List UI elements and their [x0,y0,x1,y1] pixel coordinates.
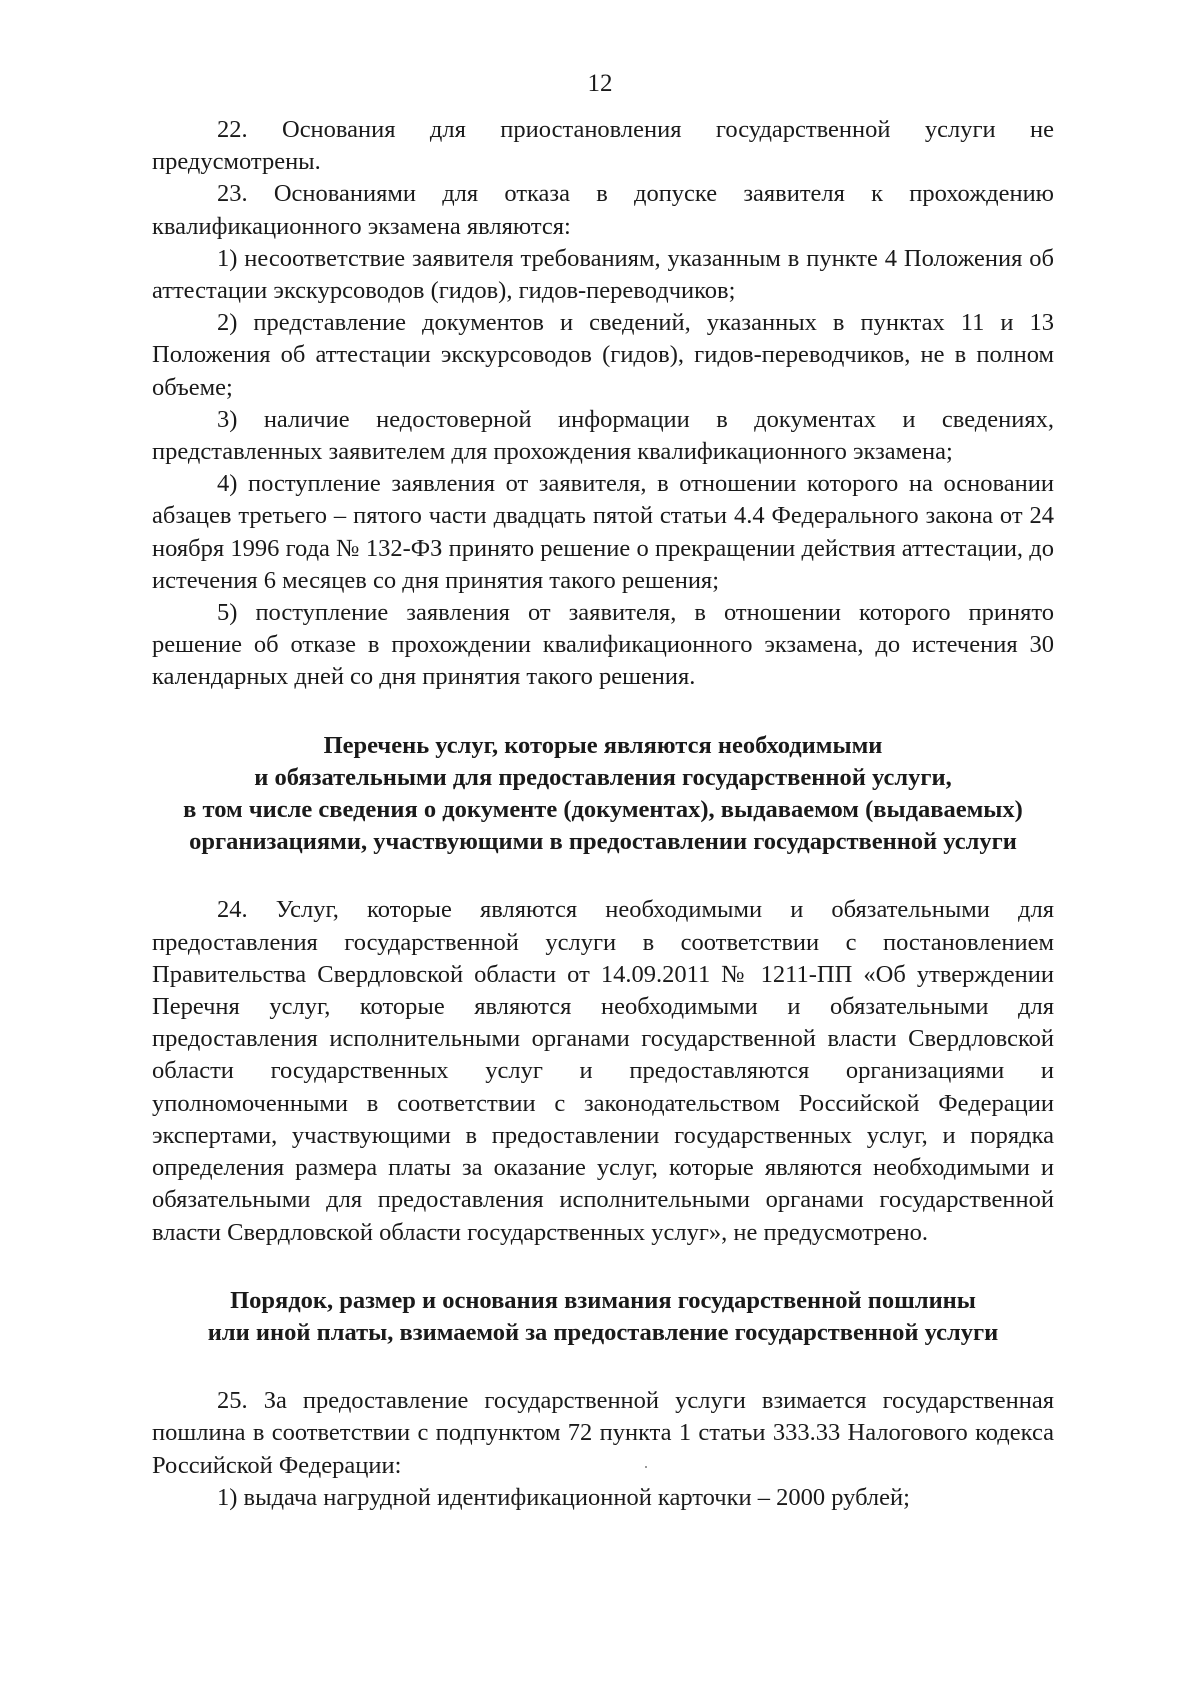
page-number: 12 [587,70,613,97]
heading-line: организациями, участвующими в предоставлении государственной услуги [189,828,1017,856]
list-item-23-2: 2) представление документов и сведений, указанных в пунктах 11 и 13 Положения об аттестации экскурсоводов (гидов), гидов-переводчиков, не в полном объеме; [152,309,1054,401]
list-item-25-1: 1) выдача нагрудной идентификационной карточки – 2000 рублей; [217,1483,910,1511]
paragraph-24: 24. Услуг, которые являются необходимыми и обязательными для предоставления государственной услуги в соответствии с постановлением Правительства Свердловской области от 14.09.2011 № 1211-ПП «Об утверждении Перечня услуг, которые являются необходимыми и обязательными для предоставления исполнительными органами государственной власти Свердловской области государственных услуг и предоставляются организациями и уполномоченными в соответствии с законодательством Российской Федерации экспертами, участвующими в предоставлении государственных услуг, и порядка определения размера платы за оказание услуг, которые являются необходимыми и обязательными для предоставления исполнительными органами государственной власти Свердловской области государственных услуг», не предусмотрено. [152,896,1054,1246]
paragraph-22: 22. Основания для приостановления государственной услуги не предусмотрены. [152,116,1054,176]
paragraph-25: 25. За предоставление государственной услуги взимается государственная пошлина в соответствии с подпунктом 72 пункта 1 статьи 333.33 Налогового кодекса Российской Федерации: [152,1387,1054,1479]
document-body [152,114,1054,1514]
list-item-23-3: 3) наличие недостоверной информации в документах и сведениях, представленных заявителем для прохождения квалификационного экзамена; [152,405,1054,466]
heading-line: в том числе сведения о документе (документах), выдаваемом (выдаваемых) [183,796,1023,824]
list-item-23-5: 5) поступление заявления от заявителя, в отношении которого принято решение об отказе в прохождении квалификационного экзамена, до истечения 30 календарных дней со дня принятия такого решения. [152,599,1054,691]
heading-line: Перечень услуг, которые являются необходимыми [323,731,883,759]
list-item-23-1: 1) несоответствие заявителя требованиям, указанным в пункте 4 Положения об аттестации экскурсоводов (гидов), гидов-переводчиков; [152,244,1054,305]
paragraph-23: 23. Основаниями для отказа в допуске заявителя к прохождению квалификационного экзамена являются: [152,180,1054,240]
heading-line: или иной платы, взимаемой за предоставление государственной услуги [207,1318,999,1346]
heading-line: Порядок, размер и основания взимания государственной пошлины [230,1286,976,1314]
heading-line: и обязательными для предоставления государственной услуги, [254,763,952,791]
section-heading-services-list [152,730,1054,859]
list-item-23-4: 4) поступление заявления от заявителя, в отношении которого на основании абзацев третьего – пятого части двадцать пятой статьи 4.4 Федерального закона от 24 ноября 1996 года № 132-ФЗ принято решение о прекращении действия аттестации, до истечения 6 месяцев со дня принятия такого решения; [152,470,1054,594]
scan-speck [645,1466,647,1468]
section-heading-state-fee [152,1285,1054,1349]
